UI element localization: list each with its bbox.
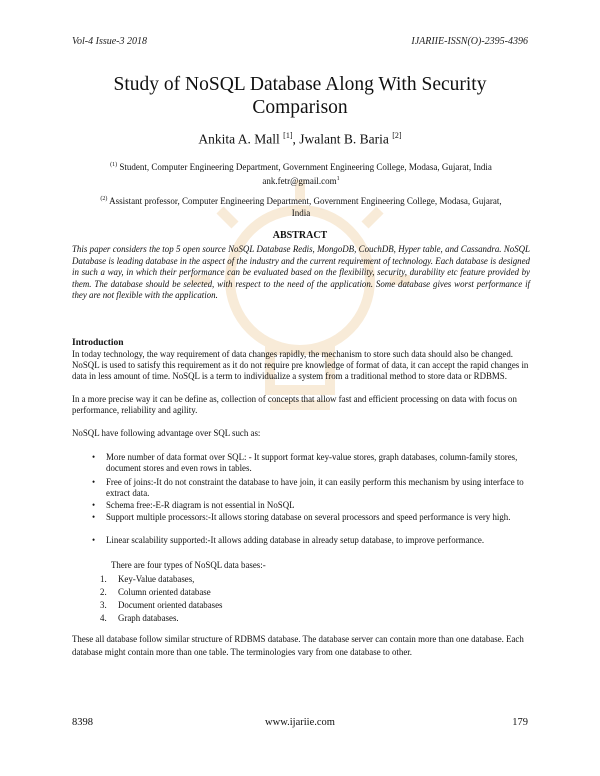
bullet-text: More number of data format over SQL: - It support format key-value stores, graph databases, column-family stores, document stores and even rows in tables.	[106, 452, 518, 473]
type-number: 2.	[100, 587, 107, 597]
footer-page-number: 179	[512, 717, 528, 728]
type-text: Key-Value databases,	[118, 574, 195, 584]
author-2-name: Jwalant B. Baria	[299, 131, 389, 147]
footer-website: www.ijariie.com	[265, 717, 335, 728]
author-2-ref: [2]	[392, 131, 402, 140]
bullet-text: Schema free:-E-R diagram is not essential in NoSQL	[106, 500, 295, 510]
bullet-icon: •	[92, 452, 96, 462]
affiliation-2-text: Assistant professor, Computer Engineering Department, Government Engineering College, Modasa, Gujarat,	[109, 196, 502, 206]
abstract-text: This paper considers the top 5 open source NoSQL Database Redis, MongoDB, CouchDB, Hyper table, and Cassandra. NoSQL Database is leading database in the aspect of the industry and the current requirement of technology. Each database is designed in such a way, in which their performance can be evaluated based on the flexibility, security, durability etc feature provided by them. The database should be selected, with respect to the need of the application. Some database gives worst performance if they are not flexible with the application.	[72, 244, 530, 300]
closing-paragraph: These all database follow similar structure of RDBMS database. The database server can contain more than one database. Each database might contain more than one table. The terminologies vary from one database to other.	[72, 634, 524, 657]
author-line	[0, 131, 600, 148]
affiliation-1-email-ref: 1	[336, 175, 340, 182]
advantage-bullet	[92, 512, 532, 523]
types-intro: There are four types of NoSQL data bases:-	[111, 560, 266, 570]
paper-title-line2: Comparison	[252, 97, 348, 118]
bullet-icon: •	[92, 512, 96, 522]
affiliation-1-text: Student, Computer Engineering Department, Government Engineering College, Modasa, Gujarat, India	[119, 162, 492, 172]
type-list-item	[100, 587, 211, 597]
type-text: Column oriented database	[118, 587, 211, 597]
type-list-item	[100, 600, 223, 610]
type-text: Graph databases.	[118, 613, 179, 623]
bullet-text: Linear scalability supported:-It allows adding database in already setup database, to improve performance.	[106, 535, 485, 545]
footer-paper-id: 8398	[72, 717, 93, 728]
type-number: 4.	[100, 613, 107, 623]
header-volume: Vol-4 Issue-3 2018	[72, 36, 147, 47]
affiliation-1-ref: (1)	[110, 162, 118, 168]
bullet-text: Free of joins:-It do not constraint the database to have join, it can easily perform this mechanism by using interface to extract data.	[106, 477, 524, 498]
type-number: 3.	[100, 600, 107, 610]
type-number: 1.	[100, 574, 107, 584]
intro-paragraph-1: In today technology, the way requirement of data changes rapidly, the mechanism to store such data should also be changed. NoSQL is used to satisfy this requirement as it do not require pre knowledge of format of data, it can accept the rapid changes in data in less amount of time. NoSQL is a term to individualize a system from a traditional method to store data or RDBMS.	[72, 349, 529, 382]
intro-paragraph-3: NoSQL have following advantage over SQL such as:	[72, 428, 261, 438]
affiliation-1-email: ank.fetr@gmail.com	[262, 175, 337, 186]
header-issn: IJARIIE-ISSN(O)-2395-4396	[411, 36, 528, 47]
affiliation-2-country: India	[291, 207, 311, 218]
bullet-icon: •	[92, 500, 96, 510]
advantage-bullet	[92, 500, 532, 511]
author-separator: ,	[292, 131, 296, 147]
author-1-name: Ankita A. Mall	[198, 131, 280, 147]
bullet-text: Support multiple processors:-It allows storing database on several processors and speed performance is very high.	[106, 512, 511, 522]
type-list-item	[100, 613, 179, 623]
abstract-heading: ABSTRACT	[272, 230, 328, 241]
affiliation-2-ref: (2)	[100, 196, 108, 202]
introduction-heading: Introduction	[72, 338, 124, 348]
affiliation-2	[72, 194, 530, 219]
type-list-item	[100, 574, 195, 584]
advantage-bullet	[92, 477, 532, 499]
intro-paragraph-2: In a more precise way it can be define as, collection of concepts that allow fast and efficient processing on data with focus on performance, reliability and agility.	[72, 394, 517, 416]
type-text: Document oriented databases	[118, 600, 223, 610]
paper-title-line1: Study of NoSQL Database Along With Security	[113, 74, 487, 95]
advantage-bullet	[92, 452, 532, 474]
bullet-icon: •	[92, 535, 96, 545]
bullet-icon: •	[92, 477, 96, 487]
advantage-bullet	[92, 535, 532, 546]
affiliation-1	[72, 160, 530, 187]
author-1-ref: [1]	[283, 131, 293, 140]
